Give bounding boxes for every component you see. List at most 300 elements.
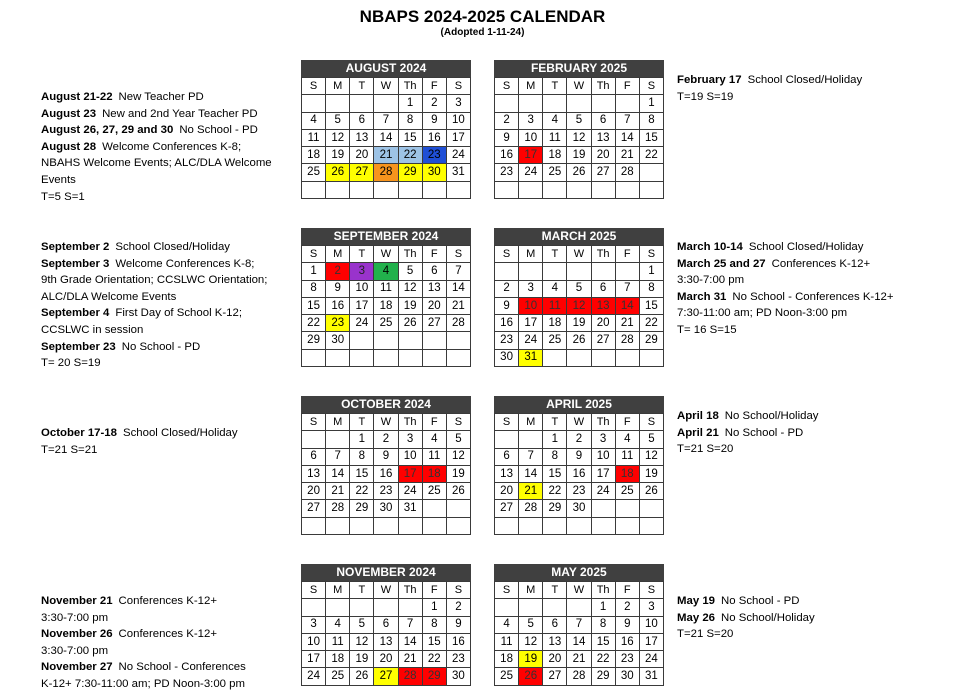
day-cell (422, 332, 446, 349)
calendar-sep-2024 (301, 228, 471, 367)
day-cell (350, 599, 374, 616)
day-cell: 15 (543, 465, 567, 482)
weekday-header: W (567, 414, 591, 431)
day-cell: 26 (567, 164, 591, 181)
day-cell: 31 (446, 164, 470, 181)
day-cell: 30 (567, 500, 591, 517)
note-text: ALC/DLA Welcome Events (41, 290, 177, 303)
weekday-header: S (639, 78, 663, 95)
weekday-header: T (543, 414, 567, 431)
day-cell: 18 (495, 651, 519, 668)
month-title: NOVEMBER 2024 (301, 564, 471, 581)
page-subtitle: (Adopted 1-11-24) (440, 27, 525, 38)
day-cell: 30 (374, 500, 398, 517)
day-cell: 9 (326, 280, 350, 297)
weekday-header: Th (591, 414, 615, 431)
day-cell: 1 (543, 431, 567, 448)
day-cell (326, 349, 350, 366)
day-cell: 28 (519, 500, 543, 517)
day-cell: 3 (519, 280, 543, 297)
day-cell: 16 (615, 633, 639, 650)
day-cell: 5 (446, 431, 470, 448)
note-date: September 3 (41, 257, 110, 270)
weekday-header: Th (591, 246, 615, 263)
day-cell: 19 (350, 651, 374, 668)
notes-november (41, 593, 246, 693)
note-text: 3:30-7:00 pm (677, 274, 745, 287)
day-cell: 21 (567, 651, 591, 668)
weekday-header: M (326, 78, 350, 95)
day-cell (302, 599, 326, 616)
note-text: T=5 S=1 (41, 190, 85, 203)
day-cell (374, 181, 398, 198)
day-cell: 20 (350, 147, 374, 164)
day-cell (374, 349, 398, 366)
day-cell: 5 (567, 280, 591, 297)
day-cell: 15 (350, 465, 374, 482)
day-cell: 27 (422, 315, 446, 332)
day-cell: 6 (591, 280, 615, 297)
note-text: New Teacher PD (118, 91, 204, 103)
day-cell: 4 (543, 280, 567, 297)
day-cell: 20 (543, 651, 567, 668)
day-cell: 7 (519, 448, 543, 465)
note-text: New and 2nd Year Teacher PD (102, 107, 258, 120)
day-cell: 20 (302, 483, 326, 500)
note-text: CCSLWC in session (41, 323, 144, 336)
day-cell: 8 (350, 448, 374, 465)
note-text: T= 16 S=15 (677, 323, 737, 336)
day-cell: 14 (567, 633, 591, 650)
note-line (677, 593, 815, 610)
weekday-header: Th (398, 414, 422, 431)
weekday-header: T (543, 582, 567, 599)
weekday-header: Th (398, 582, 422, 599)
note-line (41, 425, 238, 442)
weekday-header: F (422, 78, 446, 95)
day-cell: 8 (591, 616, 615, 633)
weekday-header: Th (398, 246, 422, 263)
day-cell: 12 (398, 280, 422, 297)
day-cell: 24 (302, 668, 326, 685)
day-cell: 9 (495, 297, 519, 314)
note-text: T= 20 S=19 (41, 357, 101, 370)
day-cell: 23 (326, 315, 350, 332)
day-cell (615, 95, 639, 112)
day-cell (519, 181, 543, 198)
day-cell: 12 (350, 633, 374, 650)
day-cell (543, 349, 567, 366)
day-cell: 24 (591, 483, 615, 500)
day-cell: 14 (446, 280, 470, 297)
weekday-header: S (495, 414, 519, 431)
note-text: School Closed/Holiday (115, 241, 230, 253)
notes-october (41, 425, 238, 458)
day-cell: 11 (302, 129, 326, 146)
weekday-header: S (639, 582, 663, 599)
note-text: School Closed/Holiday (122, 427, 238, 439)
notes-may (677, 593, 815, 643)
day-cell: 13 (591, 297, 615, 314)
day-cell: 11 (495, 633, 519, 650)
day-cell: 2 (567, 431, 591, 448)
day-cell: 21 (446, 297, 470, 314)
day-cell: 4 (326, 616, 350, 633)
note-date: September 4 (41, 307, 110, 320)
day-cell: 18 (302, 147, 326, 164)
note-line (41, 659, 246, 676)
day-cell: 12 (446, 448, 470, 465)
weekday-header: Th (591, 78, 615, 95)
day-cell: 26 (398, 315, 422, 332)
weekday-header: F (422, 414, 446, 431)
day-cell: 1 (422, 599, 446, 616)
day-cell: 8 (639, 280, 663, 297)
day-cell (302, 517, 326, 534)
weekday-header: F (615, 78, 639, 95)
day-cell: 6 (543, 616, 567, 633)
day-cell: 5 (567, 112, 591, 129)
weekday-header: M (326, 414, 350, 431)
note-date: April 18 (677, 410, 719, 422)
note-line (41, 189, 272, 206)
day-cell: 16 (567, 465, 591, 482)
day-cell: 10 (591, 448, 615, 465)
day-cell: 13 (422, 280, 446, 297)
day-cell (591, 181, 615, 198)
day-cell: 19 (326, 147, 350, 164)
day-cell (615, 181, 639, 198)
weekday-header: M (326, 246, 350, 263)
notes-august (41, 89, 272, 205)
day-cell (543, 263, 567, 280)
day-cell: 9 (615, 616, 639, 633)
day-cell (591, 517, 615, 534)
calendar-apr-2025 (494, 396, 664, 535)
note-text: K-12+ 7:30-11:00 am; PD Noon-3:00 pm (41, 677, 245, 690)
note-line (41, 172, 272, 189)
weekday-header: S (302, 246, 326, 263)
day-cell (422, 181, 446, 198)
day-cell: 15 (398, 129, 422, 146)
day-cell: 12 (326, 129, 350, 146)
note-line (677, 89, 862, 106)
day-cell (639, 500, 663, 517)
day-cell: 18 (326, 651, 350, 668)
day-cell: 23 (495, 164, 519, 181)
day-cell: 1 (302, 263, 326, 280)
day-cell: 23 (495, 332, 519, 349)
weekday-header: M (519, 246, 543, 263)
notes-september (41, 239, 267, 372)
day-cell: 14 (615, 297, 639, 314)
day-cell: 19 (639, 465, 663, 482)
weekday-header: F (615, 582, 639, 599)
day-cell (495, 263, 519, 280)
day-cell: 10 (446, 112, 470, 129)
note-line (41, 305, 267, 322)
day-cell: 2 (495, 112, 519, 129)
day-cell (446, 500, 470, 517)
day-cell: 6 (302, 448, 326, 465)
day-cell: 26 (350, 668, 374, 685)
day-cell: 7 (567, 616, 591, 633)
note-text: T=19 S=19 (677, 90, 734, 103)
day-cell: 2 (422, 95, 446, 112)
day-cell: 8 (398, 112, 422, 129)
day-cell: 28 (615, 332, 639, 349)
day-cell: 10 (302, 633, 326, 650)
day-cell (519, 599, 543, 616)
day-cell: 3 (302, 616, 326, 633)
note-text: T=21 S=20 (677, 628, 734, 641)
month-grid (301, 77, 471, 199)
weekday-header: F (422, 582, 446, 599)
day-cell: 7 (615, 112, 639, 129)
day-cell (326, 599, 350, 616)
day-cell: 3 (398, 431, 422, 448)
note-line (41, 442, 238, 459)
day-cell: 18 (543, 315, 567, 332)
day-cell: 22 (639, 147, 663, 164)
note-line (41, 610, 246, 627)
day-cell (302, 181, 326, 198)
day-cell: 17 (398, 465, 422, 482)
note-line (677, 408, 819, 425)
note-line (41, 155, 272, 172)
day-cell: 13 (350, 129, 374, 146)
day-cell: 4 (495, 616, 519, 633)
day-cell: 14 (326, 465, 350, 482)
note-text: No School - Conferences K-12+ (732, 290, 894, 303)
day-cell: 13 (374, 633, 398, 650)
day-cell: 4 (543, 112, 567, 129)
month-grid (494, 245, 664, 367)
day-cell: 11 (326, 633, 350, 650)
day-cell: 28 (374, 164, 398, 181)
day-cell: 25 (422, 483, 446, 500)
day-cell: 12 (519, 633, 543, 650)
note-date: May 26 (677, 611, 715, 624)
weekday-header: S (495, 78, 519, 95)
day-cell (543, 95, 567, 112)
day-cell: 14 (615, 129, 639, 146)
day-cell: 20 (422, 297, 446, 314)
day-cell: 15 (422, 633, 446, 650)
day-cell (543, 599, 567, 616)
day-cell: 24 (398, 483, 422, 500)
weekday-header: S (495, 246, 519, 263)
day-cell: 16 (446, 633, 470, 650)
day-cell (567, 599, 591, 616)
month-grid (494, 77, 664, 199)
month-title: AUGUST 2024 (301, 60, 471, 77)
day-cell: 31 (519, 349, 543, 366)
day-cell: 27 (495, 500, 519, 517)
day-cell: 13 (302, 465, 326, 482)
day-cell: 15 (639, 129, 663, 146)
note-line (677, 322, 894, 339)
note-date: May 19 (677, 595, 715, 607)
day-cell: 24 (639, 651, 663, 668)
day-cell: 7 (615, 280, 639, 297)
day-cell (350, 349, 374, 366)
day-cell: 3 (519, 112, 543, 129)
day-cell: 8 (543, 448, 567, 465)
day-cell: 22 (422, 651, 446, 668)
day-cell (398, 181, 422, 198)
day-cell: 17 (591, 465, 615, 482)
weekday-header: M (519, 414, 543, 431)
month-title: MARCH 2025 (494, 228, 664, 245)
day-cell: 26 (519, 668, 543, 685)
note-line (677, 441, 819, 458)
day-cell: 5 (326, 112, 350, 129)
day-cell: 17 (639, 633, 663, 650)
note-line (677, 239, 894, 256)
day-cell: 12 (639, 448, 663, 465)
day-cell: 4 (422, 431, 446, 448)
note-date: September 23 (41, 340, 116, 353)
note-text: No School/Holiday (721, 611, 815, 624)
day-cell: 25 (615, 483, 639, 500)
note-line (41, 593, 246, 610)
day-cell: 23 (615, 651, 639, 668)
day-cell: 17 (302, 651, 326, 668)
day-cell: 30 (495, 349, 519, 366)
day-cell: 13 (591, 129, 615, 146)
day-cell: 22 (639, 315, 663, 332)
day-cell (398, 332, 422, 349)
day-cell: 11 (422, 448, 446, 465)
note-line (41, 289, 267, 306)
note-date: August 21-22 (41, 91, 113, 103)
day-cell: 15 (302, 297, 326, 314)
note-line (41, 355, 267, 372)
note-date: February 17 (677, 74, 742, 86)
weekday-header: T (543, 246, 567, 263)
day-cell: 11 (543, 129, 567, 146)
day-cell: 5 (350, 616, 374, 633)
day-cell: 28 (326, 500, 350, 517)
note-line (41, 322, 267, 339)
day-cell: 13 (495, 465, 519, 482)
month-title: FEBRUARY 2025 (494, 60, 664, 77)
day-cell: 21 (326, 483, 350, 500)
weekday-header: S (639, 246, 663, 263)
note-text: NBAHS Welcome Events; ALC/DLA Welcome (41, 157, 272, 170)
day-cell: 8 (422, 616, 446, 633)
day-cell: 24 (350, 315, 374, 332)
day-cell: 25 (495, 668, 519, 685)
day-cell: 17 (350, 297, 374, 314)
day-cell: 7 (446, 263, 470, 280)
day-cell: 17 (446, 129, 470, 146)
day-cell (495, 599, 519, 616)
note-text: Conferences K-12+ (118, 595, 218, 607)
day-cell (374, 599, 398, 616)
day-cell (567, 517, 591, 534)
day-cell (639, 181, 663, 198)
day-cell (446, 517, 470, 534)
weekday-header: S (446, 78, 470, 95)
note-text: 3:30-7:00 pm (41, 644, 109, 657)
day-cell (495, 517, 519, 534)
day-cell: 30 (615, 668, 639, 685)
note-text: Welcome Conferences K-8; (102, 140, 242, 153)
day-cell: 19 (398, 297, 422, 314)
day-cell: 9 (567, 448, 591, 465)
day-cell: 5 (639, 431, 663, 448)
day-cell: 12 (567, 129, 591, 146)
day-cell: 10 (350, 280, 374, 297)
day-cell: 22 (350, 483, 374, 500)
day-cell: 4 (374, 263, 398, 280)
weekday-header: S (302, 78, 326, 95)
day-cell: 7 (326, 448, 350, 465)
note-text: School Closed/Holiday (747, 74, 863, 86)
day-cell (639, 517, 663, 534)
day-cell: 29 (302, 332, 326, 349)
weekday-header: Th (591, 582, 615, 599)
note-line (677, 72, 862, 89)
note-date: March 25 and 27 (677, 257, 766, 270)
day-cell: 26 (639, 483, 663, 500)
day-cell: 25 (543, 332, 567, 349)
day-cell: 19 (567, 147, 591, 164)
day-cell (326, 181, 350, 198)
note-line (41, 339, 267, 356)
day-cell: 5 (519, 616, 543, 633)
note-line (41, 239, 267, 256)
day-cell: 24 (519, 164, 543, 181)
day-cell: 22 (398, 147, 422, 164)
day-cell (302, 349, 326, 366)
day-cell: 11 (543, 297, 567, 314)
note-date: March 31 (677, 290, 727, 303)
note-date: April 21 (677, 426, 719, 439)
day-cell: 29 (591, 668, 615, 685)
note-line (677, 425, 819, 442)
day-cell: 29 (422, 668, 446, 685)
note-date: November 27 (41, 661, 113, 674)
note-date: November 21 (41, 595, 113, 607)
month-title: APRIL 2025 (494, 396, 664, 413)
day-cell (422, 517, 446, 534)
note-text: T=21 S=20 (677, 443, 734, 456)
weekday-header: W (567, 582, 591, 599)
note-text: No School - PD (179, 124, 258, 137)
weekday-header: W (374, 414, 398, 431)
day-cell: 1 (350, 431, 374, 448)
note-line (677, 610, 815, 627)
day-cell: 29 (543, 500, 567, 517)
weekday-header: T (350, 414, 374, 431)
weekday-header: M (326, 582, 350, 599)
day-cell: 10 (519, 129, 543, 146)
day-cell: 30 (446, 668, 470, 685)
day-cell: 20 (591, 147, 615, 164)
weekday-header: S (639, 414, 663, 431)
weekday-header: W (374, 582, 398, 599)
month-grid (301, 413, 471, 535)
note-line (677, 289, 894, 306)
day-cell (350, 517, 374, 534)
day-cell: 14 (519, 465, 543, 482)
day-cell (398, 517, 422, 534)
note-text: Conferences K-12+ (118, 628, 218, 641)
day-cell: 28 (398, 668, 422, 685)
